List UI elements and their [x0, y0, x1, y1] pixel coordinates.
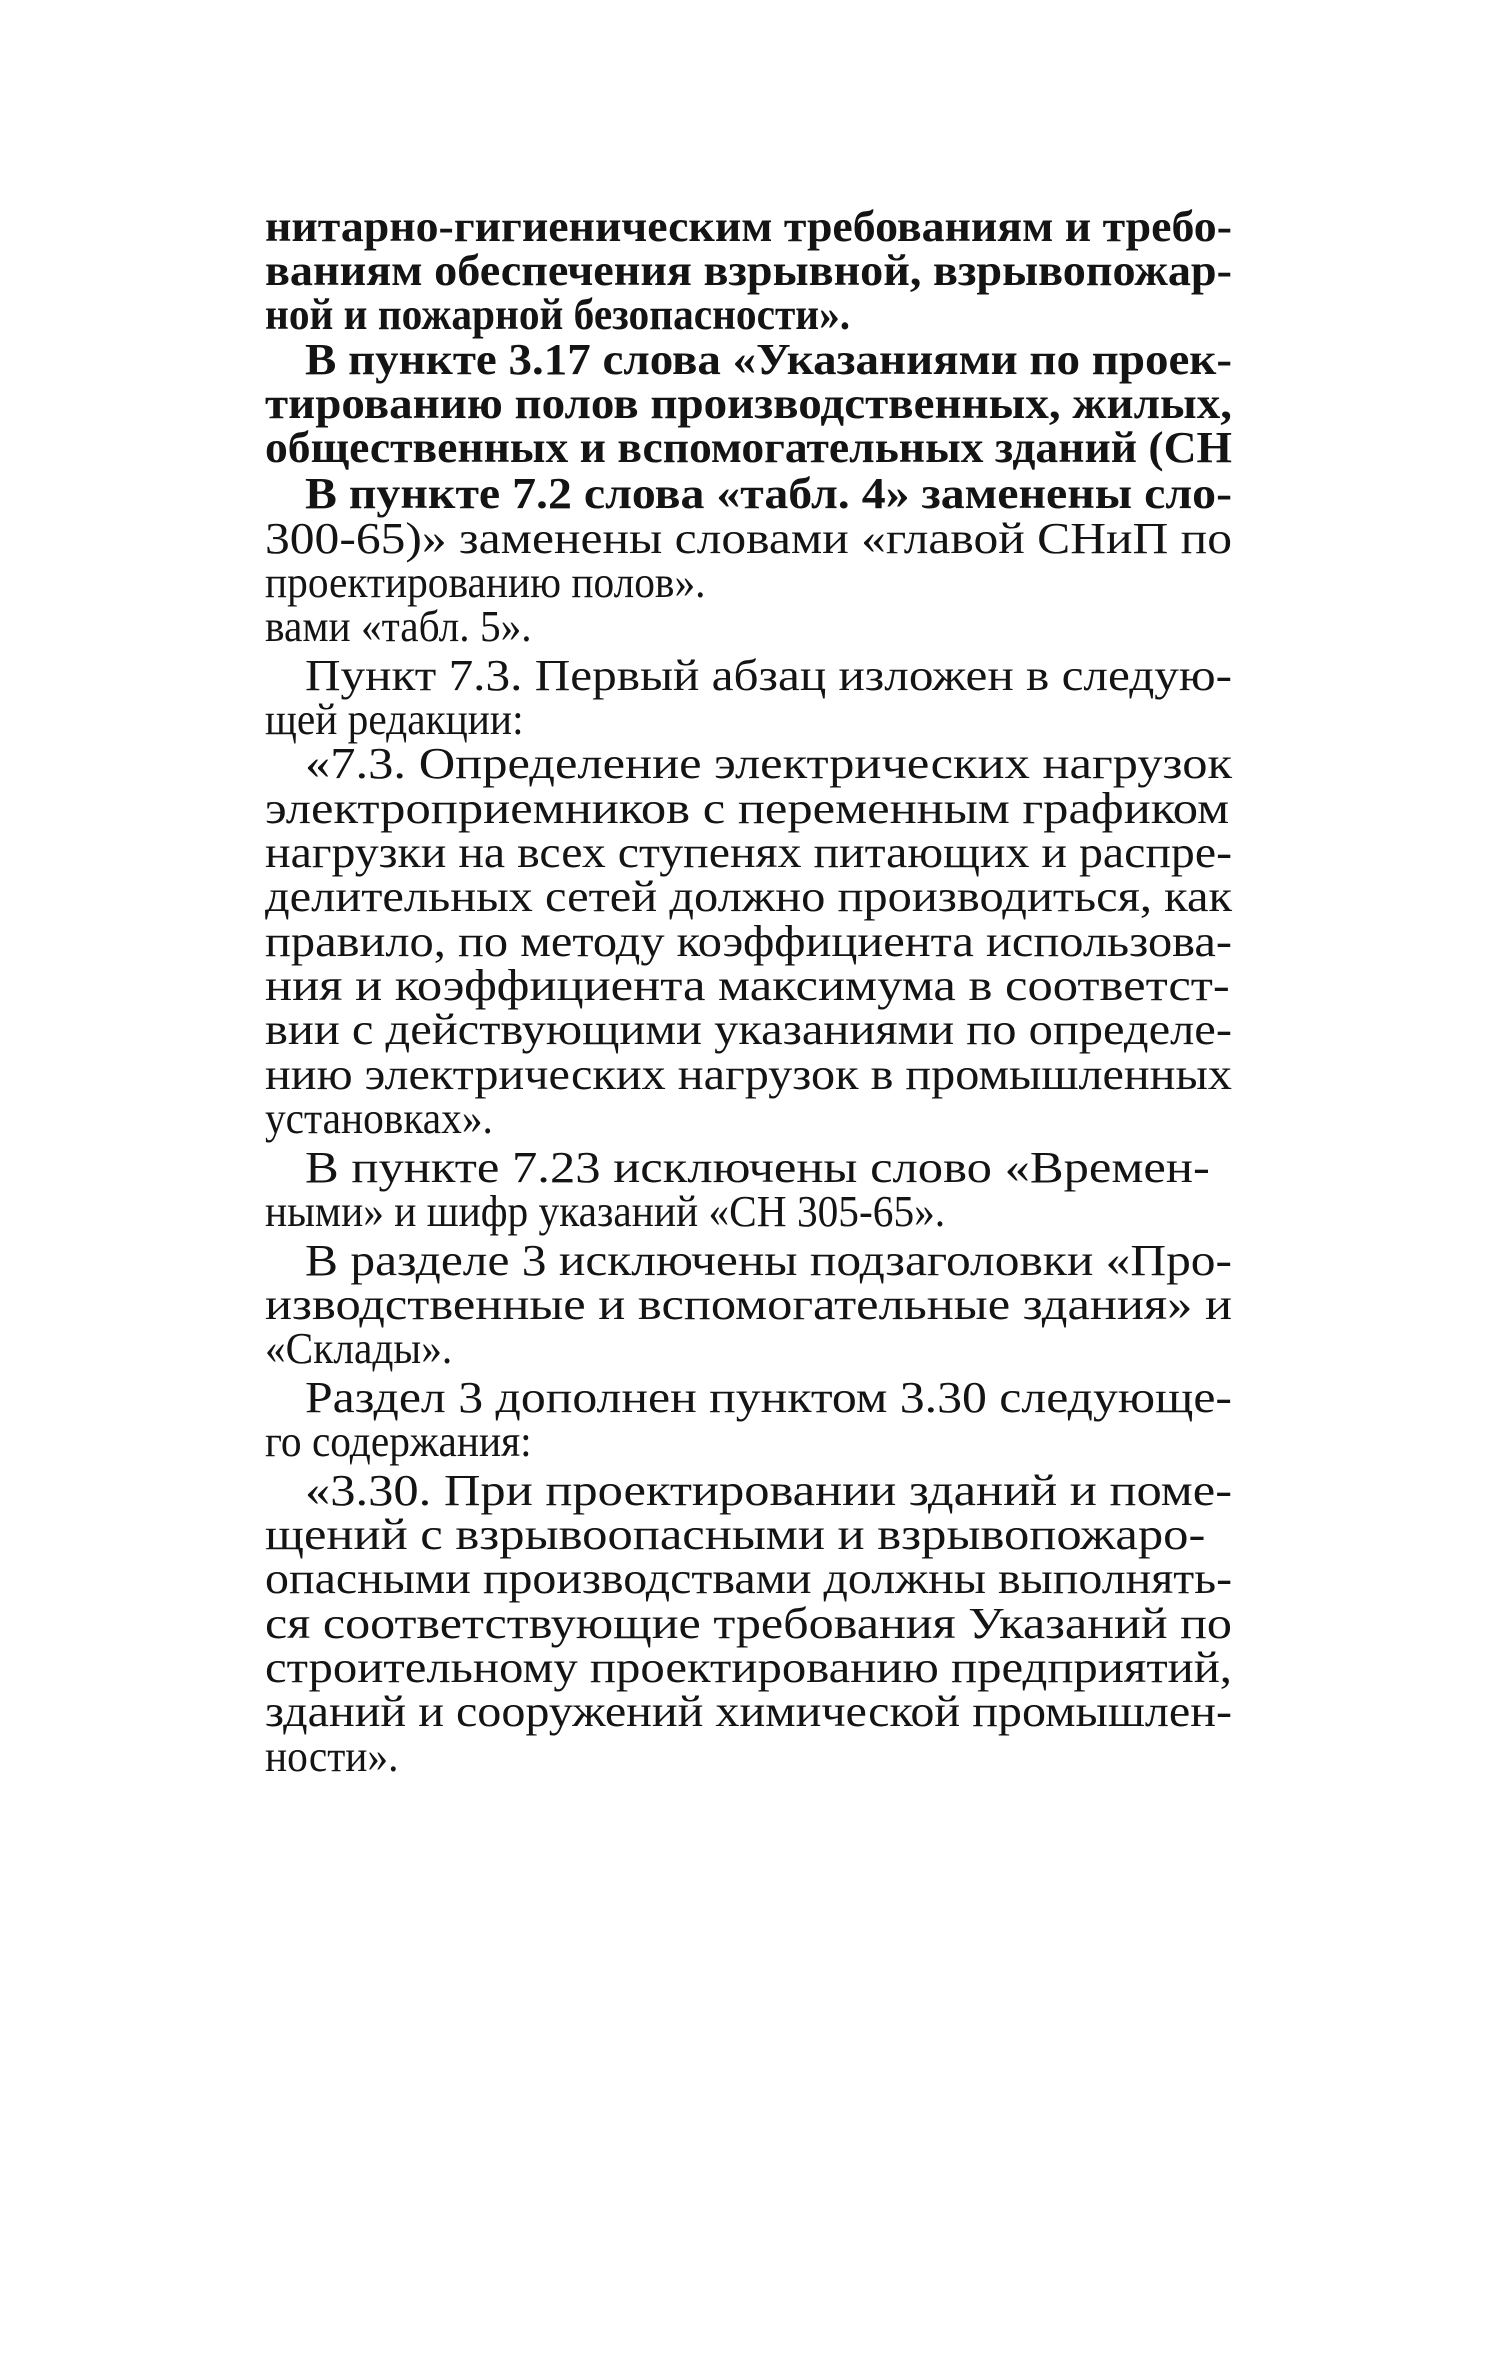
line-text: Раздел 3 дополнен пунктом 3.30 следующе- — [305, 1373, 1233, 1422]
text-line — [0, 1237, 1501, 1285]
text-line — [0, 1733, 1501, 1781]
line-text: В пункте 7.2 слова «табл. 4» заменены сло- — [305, 469, 1233, 518]
line-text: «3.30. При проектировании зданий и поме- — [305, 1466, 1233, 1515]
text-line — [0, 1467, 1501, 1515]
text-line — [0, 785, 1501, 833]
text-line — [0, 470, 1501, 518]
text-line — [0, 829, 1501, 877]
text-line — [0, 652, 1501, 700]
text-line — [0, 1325, 1501, 1373]
text-line — [0, 696, 1501, 744]
text-line — [0, 1006, 1501, 1054]
text-line — [0, 1511, 1501, 1559]
line-text: ными» и шифр указаний «СН 305-65». — [265, 1187, 946, 1236]
text-line — [0, 559, 1501, 607]
line-text: строительному проектированию предприятий, — [265, 1643, 1233, 1692]
line-text: электроприемников с переменным графиком — [265, 784, 1230, 833]
text-line — [0, 247, 1501, 295]
line-text: щей редакции: — [265, 695, 524, 744]
line-text: го содержания: — [265, 1417, 532, 1466]
text-line — [0, 603, 1501, 651]
text-line — [0, 1281, 1501, 1329]
line-text: зданий и сооружений химической промышлен- — [265, 1687, 1233, 1736]
text-line — [0, 1051, 1501, 1099]
text-line — [0, 1555, 1501, 1603]
text-line — [0, 336, 1501, 384]
text-line — [0, 1188, 1501, 1236]
line-text: опасными производствами должны выполнять- — [265, 1554, 1233, 1603]
text-line — [0, 424, 1501, 472]
text-line — [0, 740, 1501, 788]
line-text: В пункте 3.17 слова «Указаниями по проек- — [305, 335, 1233, 384]
line-text: вами «табл. 5». — [265, 602, 532, 651]
text-line — [0, 1644, 1501, 1692]
line-text: ваниям обеспечения взрывной, взрывопожар- — [265, 246, 1232, 295]
line-text: общественных и вспомогательных зданий (СН — [265, 423, 1232, 472]
text-line — [0, 291, 1501, 339]
line-text: тированию полов производственных, жилых, — [265, 379, 1232, 428]
line-text: нию электрических нагрузок в промышленных — [265, 1050, 1232, 1099]
line-text: 300-65)» заменены словами «главой СНиП по — [265, 514, 1232, 563]
line-text: вии с действующими указаниями по определе- — [265, 1005, 1232, 1054]
text-line — [0, 1095, 1501, 1143]
line-text: В пункте 7.23 исключены слово «Времен- — [305, 1143, 1210, 1192]
text-line — [0, 1688, 1501, 1736]
line-text: проектированию полов». — [265, 558, 706, 607]
line-text: щений с взрывоопасными и взрывопожаро- — [265, 1510, 1206, 1559]
line-text: нагрузки на всех ступенях питающих и распре- — [265, 828, 1233, 877]
text-line — [0, 962, 1501, 1010]
text-line — [0, 1144, 1501, 1192]
line-text: ния и коэффициента максимума в соответст- — [265, 961, 1230, 1010]
line-text: ной и пожарной безопасности». — [265, 290, 851, 339]
text-line — [0, 1418, 1501, 1466]
text-line — [0, 918, 1501, 966]
line-text: делительных сетей должно производиться, как — [265, 872, 1233, 921]
text-line — [0, 1374, 1501, 1422]
text-line — [0, 203, 1501, 251]
text-line — [0, 380, 1501, 428]
text-line — [0, 873, 1501, 921]
line-text: правило, по методу коэффициента использова- — [265, 917, 1233, 966]
line-text: «7.3. Определение электрических нагрузок — [305, 739, 1233, 788]
line-text: «Склады». — [265, 1324, 453, 1373]
text-line — [0, 515, 1501, 563]
text-line — [0, 1600, 1501, 1648]
line-text: установках». — [265, 1094, 493, 1143]
line-text: нитарно-гигиеническим требованиям и требо- — [265, 202, 1232, 251]
line-text: ся соответствующие требования Указаний по — [265, 1599, 1232, 1648]
line-text: ности». — [265, 1732, 399, 1781]
line-text: Пункт 7.3. Первый абзац изложен в следую- — [305, 651, 1233, 700]
line-text: изводственные и вспомогательные здания» и — [265, 1280, 1232, 1329]
line-text: В разделе 3 исключены подзаголовки «Про- — [305, 1236, 1233, 1285]
